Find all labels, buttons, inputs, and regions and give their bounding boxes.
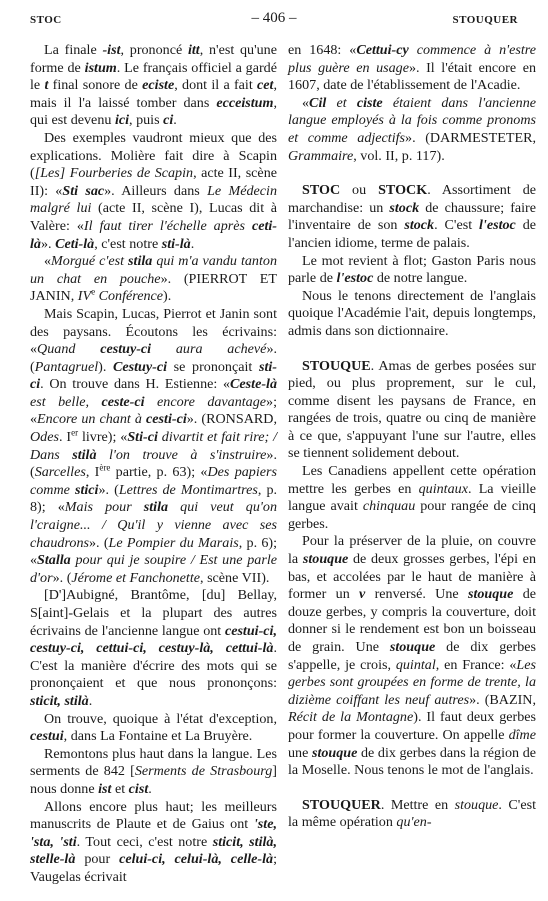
emphasis: Sarcelles [34,464,86,481]
right-column [288,42,536,832]
emphasis: quintaux [418,480,468,497]
entry-stoc [288,182,536,252]
emphasis: cist [128,780,149,797]
text-run: ». ( [88,534,109,551]
text-run: [D']Aubigné, Brantôme, [du] Bellay, S[aint]-Gelais et la plupart des autres écrivains de l'ancienne langue ont [30,587,277,639]
text-run: de l'ancien idiome, terme de palais. [288,217,537,251]
text-run: Allons encore plus haut; les meilleurs manuscrits de Plaute et de Gaius ont [30,798,277,833]
emphasis: IV [77,288,92,305]
emphasis: itt [187,42,200,58]
emphasis: stilà [72,446,97,463]
emphasis: divartit et fait rire; / Dans [30,429,278,463]
text-run: de chaussure; faire l'inventaire de son [288,199,537,234]
emphasis: Les gerbes sont groupées en forme de trente, la dizième coiffant les neuf autres [288,656,536,708]
superscript: e [91,286,96,297]
text-run: . [88,692,93,709]
emphasis: stouque [389,639,436,655]
emphasis: stock [404,217,435,234]
emphasis: Ceste-là [230,376,277,393]
text-run: , vol. II, p. 117). [353,147,445,164]
entry-stouque [288,358,536,464]
paragraph [288,288,536,341]
emphasis: t [44,77,49,94]
emphasis: stici [74,481,99,498]
text-run: en 1648: « [288,42,357,58]
text-run: , qui est devenu [30,94,277,129]
text-run: de douze gerbes, y compris la couverture, doit donner si le rendement est bon un boisseau de grain. Une [288,586,536,655]
text-run: et [111,780,129,797]
text-run: ». ( [98,481,119,498]
paragraph [30,306,277,588]
emphasis: qui m'a vandu tanton un chat en pouche [30,253,277,287]
emphasis: eciste [142,77,175,94]
header-right-word: STOUQUER [452,14,518,26]
emphasis: v [359,586,366,603]
emphasis: Cettui-cy [356,42,409,58]
text-run: ». (DARMESTETER, [405,129,536,146]
emphasis: Encore un chant à [37,411,147,428]
text-run: de dix gerbes dans la région de la Moselle. Nous tenons le mot de l'anglais. [288,744,536,779]
emphasis: aura achevé [151,341,267,358]
text-run: ». [40,235,56,252]
emphasis: dîme [508,726,536,743]
emphasis: STOUQUE [302,357,371,374]
text-run: de dix gerbes s'appelle, je crois, [288,639,536,673]
emphasis: sticit, stilà, stelle-là [30,833,277,868]
emphasis: Morgué c'est [51,253,129,270]
text-run: « [44,253,52,270]
text-run: ». Il l'était encore en 1607, date de l'établissement de l'Acadie. [288,59,536,94]
text-run: Les Canadiens appellent cette opération mettre les gerbes en [288,463,536,497]
text-run: une [288,744,312,761]
emphasis: et [326,94,357,111]
emphasis: Serments de Strasbourg [134,763,273,780]
emphasis: Grammaire [288,147,354,164]
emphasis: Odes [30,429,59,446]
text-run: , prononcé [120,42,188,58]
emphasis: cesti-ci [146,411,187,428]
emphasis: sti-ci [30,358,277,393]
text-run: , mais il l'a laissé tomber dans [30,77,277,111]
text-run: . Le français officiel a gardé le [30,59,277,94]
emphasis: stouque [311,744,358,761]
emphasis: Sti sac [62,182,105,199]
emphasis: cestuy-ci [100,341,152,358]
emphasis: pour qui je soupire / Est une parle d'or [30,552,277,586]
emphasis: Le Médecin malgré lui [30,182,277,217]
emphasis: ceti-là [30,217,277,252]
text-run: . [173,112,177,129]
paragraph [30,587,277,710]
text-run: ). Il faut deux gerbes pour former la couverture. On appelle [288,709,537,743]
emphasis: cestui [30,728,64,745]
emphasis: Quand [37,341,101,358]
text-run: livre); « [78,429,128,446]
text-run: . Tout ceci, c'est notre [76,833,213,850]
emphasis: Cestuy-ci [113,358,168,375]
text-run: « [302,94,310,111]
emphasis: commence à n'estre plus guère en usage [288,42,536,76]
text-run: , I [85,464,100,481]
emphasis: STOC [302,182,341,199]
text-run: , n'est qu'une forme de [30,42,277,76]
text-run: , en France: « [435,656,517,673]
emphasis: Des papiers comme [30,464,277,498]
emphasis: Jérome et Fanchonette [71,569,201,586]
text-run: ». (RONSARD, [186,411,277,428]
emphasis: -ist [102,42,121,58]
text-run: ; Vaugelas écrivait [30,851,277,885]
emphasis: est belle, [30,393,102,410]
emphasis: [Les] Fourberies de Scapin [34,165,194,182]
text-run: se prononçait [167,358,259,375]
paragraph [288,95,536,165]
emphasis: ist [98,780,112,797]
paragraph [30,130,277,253]
text-run: . C'est [434,217,480,234]
emphasis: stouque [467,586,514,603]
emphasis: Pantagruel [34,358,99,375]
text-run: Pour la préserver de la pluie, on couvre la [288,533,536,568]
text-run: ou [340,182,379,199]
superscript: er [71,427,79,438]
emphasis: stila [128,253,153,270]
emphasis: l'on trouve à s'instruire [96,446,267,463]
text-run: ». ( [30,341,278,375]
paragraph [30,711,277,746]
text-run: ». Ailleurs dans [104,182,208,199]
emphasis: stouque [454,796,499,813]
emphasis: ci [163,112,174,129]
emphasis: ecceistum [216,94,274,111]
emphasis: STOUQUER [302,796,381,813]
text-run: pour [75,851,120,868]
paragraph [288,533,536,779]
emphasis: l'estoc [336,270,374,287]
paragraph [288,463,536,533]
text-run: . C'est la même opération [288,796,536,831]
emphasis: stock [389,199,420,216]
emphasis: étaient dans l'ancienne langue employés à la fois comme pronoms et comme adjectifs [288,94,536,146]
running-header [0,10,548,30]
emphasis: istum [84,59,117,76]
emphasis: Cil [309,94,327,111]
emphasis: sticit, stilà [30,692,89,709]
paragraph [30,799,277,887]
text-run: Remontons plus haut dans la langue. Les serments de 842 [ [30,745,277,780]
paragraph [30,253,277,306]
text-run: , scène VII). [200,569,270,586]
emphasis: STOCK [378,182,428,199]
header-left-word: STOC [30,14,62,26]
paragraph [288,253,536,288]
text-run: ». (PIERROT ET JANIN, [30,270,277,305]
text-run: ). [98,358,113,375]
emphasis: Conférence [95,288,164,305]
emphasis: cet [257,77,274,94]
text-run: . Mettre en [380,796,455,813]
text-run: , dans La Fontaine et La Bruyère. [63,728,253,745]
text-run: . La vieille langue avait [288,480,536,515]
emphasis: Ceti-là [55,235,95,252]
text-run: . [148,780,152,797]
emphasis: Stalla [37,552,71,569]
text-run: . [190,235,195,252]
text-run: partie, p. 63); « [110,464,208,481]
superscript: ère [99,462,111,473]
entry-stouquer [288,797,536,832]
text-run: Mais Scapin, Lucas, Pierrot et Janin sont des paysans. Écoutons les écrivains: « [30,305,277,358]
text-run: ] nous donne [30,763,277,797]
text-run: La finale [44,42,103,58]
emphasis: qu'en- [396,814,432,831]
paragraph [30,746,277,799]
emphasis: l'estoc [479,217,516,234]
emphasis: cestui-ci, cestuy-ci, cettui-ci, cestuy-là, cettui-là [30,622,277,657]
text-run: On trouve, quoique à l'état d'exception, [44,710,277,727]
emphasis: Sti-ci [127,429,158,446]
text-run: . On trouve dans H. Estienne: « [40,376,231,393]
text-run: (acte II, scène I), Lucas dit à Valère: « [30,200,277,234]
text-run: , c'est notre [94,235,162,252]
emphasis: Le Pompier du Marais [108,534,239,551]
emphasis: qui veut qu'on l'craigne... / Qu'il y vienne avec ses chaudrons [30,499,277,551]
text-run: de notre langue. [373,270,468,287]
text-run: , p. 8); « [30,481,278,516]
emphasis: chinquau [362,498,416,515]
text-run: ». ( [30,446,277,481]
text-run: , acte II, scène II): « [30,165,277,199]
text-run: »; « [30,393,277,428]
text-run: ». (BAZIN, [469,691,536,708]
emphasis: Mais pour [64,499,144,516]
emphasis: Il faut tirer l'échelle après [83,217,252,234]
text-run: , puis [129,112,164,129]
emphasis: ici [114,112,130,129]
text-run: . Amas de gerbes posées sur pied, ou plus proprement, sur le cul, comme disent les paysans de France, en rangées de trois, quatre ou cinq de manière à ce que, s'appuyant l'une sur l'autre, elles se tiennent solidement debout. [288,357,536,462]
emphasis: ceste-ci [101,393,145,410]
emphasis: stila [143,499,169,516]
text-run: , p. 6); « [30,534,277,569]
emphasis: Récit de la Montagne [288,709,414,726]
emphasis: Lettres de Montimartres [118,481,258,498]
text-run: Des exemples vaudront mieux que des explications. Molière fait dire à Scapin ( [30,129,277,182]
text-run: Le mot revient à flot; Gaston Paris nous parle de [288,252,536,287]
emphasis: encore davantage [144,393,267,410]
text-run: de deux grosses gerbes, l'épi en bas, et accolées par le haut de manière à former un [288,551,536,603]
text-run: pour rangée de cinq gerbes. [288,498,536,532]
emphasis: stouque [302,551,349,568]
left-column [30,42,277,887]
text-run: ). [163,288,172,305]
emphasis: ciste [356,94,383,111]
emphasis: quintal [395,656,436,673]
text-run: , dont il a fait [174,77,258,94]
paragraph [288,42,536,95]
text-run: Nous le tenons directement de l'anglais quoique l'Académie l'ait, depuis longtemps, admis dans son dictionnaire. [288,287,536,339]
text-run: ». ( [52,569,72,586]
emphasis: celui-ci, celui-là, celle-là [119,851,274,868]
text-run: renversé. Une [365,586,468,603]
text-run: final sonore de [48,77,143,94]
text-run: . Assortiment de marchandise: un [288,182,537,216]
page-number: – 406 – [251,10,297,26]
text-run: . I [58,429,72,446]
text-run: . C'est la manière d'écrire des mots qui se prononçaient et que nous prononçons: [30,640,277,692]
emphasis: sti-là [161,235,191,252]
emphasis: 'ste, 'sta, 'sti [30,816,277,850]
paragraph [30,42,277,130]
